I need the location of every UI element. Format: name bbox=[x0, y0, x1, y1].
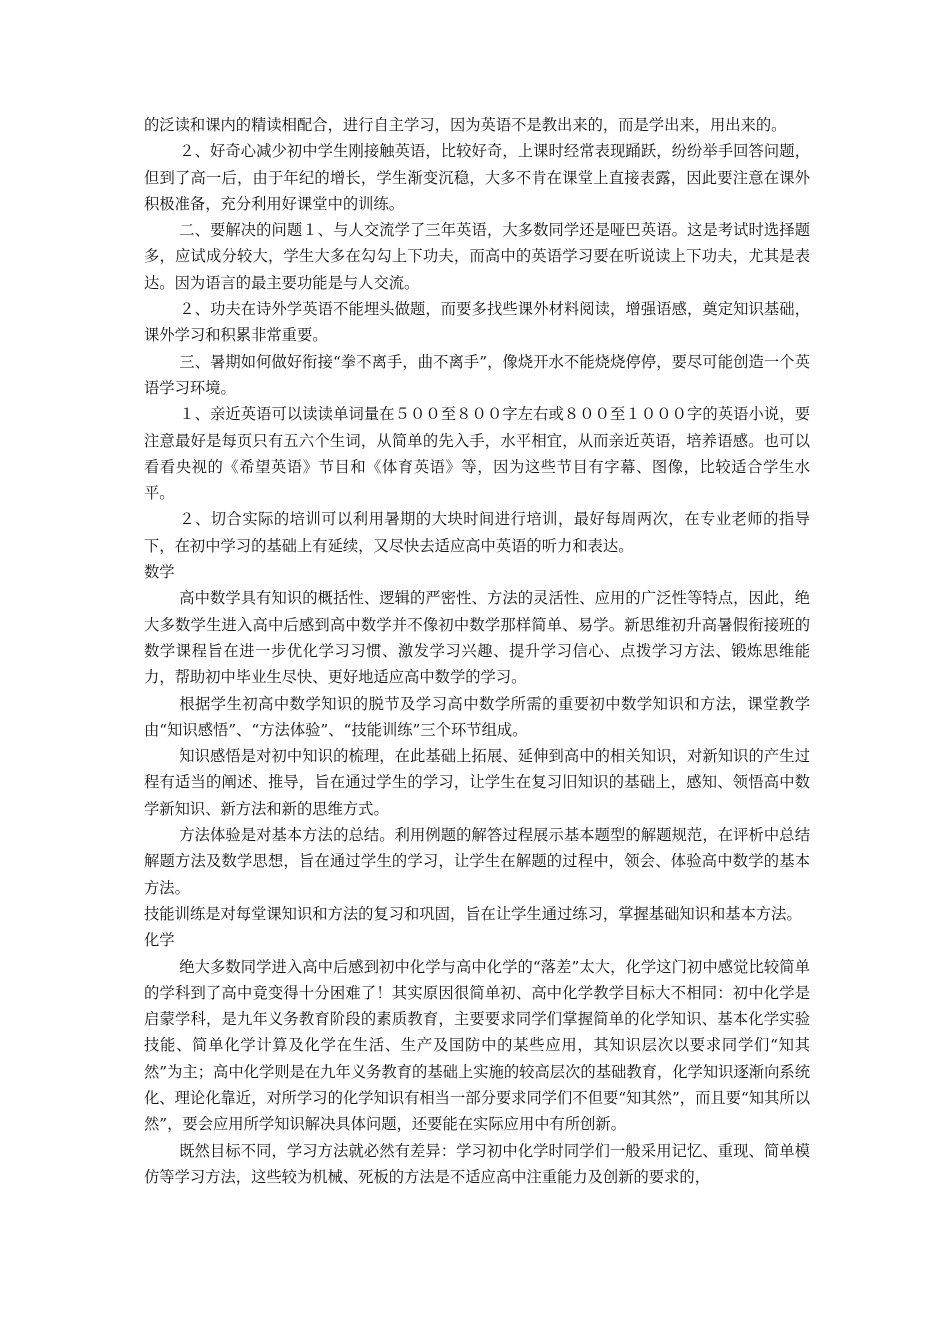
paragraph-chemistry-method: 既然目标不同，学习方法就必然有差异：学习初中化学时同学们一般采用记忆、重现、简单模仿等学习方法，这些较为机械、死板的方法是不适应高中注重能力及创新的要求的， bbox=[144, 1141, 810, 1186]
paragraph-english-summer: 三、暑期如何做好衔接“拳不离手，曲不离手”，像烧开水不能烧烧停停，要尽可能创造一个英语学习环境。 bbox=[144, 352, 810, 397]
paragraph-chemistry-gap: 绝大多数同学进入高中后感到初中化学与高中化学的“落差”太大，化学这门初中感觉比较简单的学科到了高中竟变得十分困难了！其实原因很简单初、高中化学教学目标大不相同：初中化学是启蒙学科，是九年义务教育阶段的素质教育，主要要求同学们掌握简单的化学知识、基本化学实验技能、简单化学计算及化学在生活、生产及国防中的某些应用，其知识层次以要求同学们“知其然”为主；高中化学则是在九年义务教育的基础上实施的较高层次的基础教育，化学知识逐渐向系统化、理论化靠近，对所学习的化学知识有相当一部分要求同学们不但要“知其然”，而且要“知其所以然”，要会应用所学知识解决具体问题，还要能在实际应用中有所创新。 bbox=[144, 957, 810, 1134]
paragraph-english-reading: ２、功夫在诗外学英语不能埋头做题，而要多找些课外材料阅读，增强语感，奠定知识基础，课外学习和积累非常重要。 bbox=[144, 300, 810, 345]
paragraph-math-method: 方法体验是对基本方法的总结。利用例题的解答过程展示基本题型的解题规范，在评析中总结解题方法及数学思想，旨在通过学生的学习，让学生在解题的过程中，领会、体验高中数学的基本方法。 bbox=[144, 826, 810, 897]
paragraph-math-intro: 高中数学具有知识的概括性、逻辑的严密性、方法的灵活性、应用的广泛性等特点，因此，绝大多数学生进入高中后感到高中数学并不像初中数学那样简单、易学。新思维初升高暑假衔接班的数学课程旨在进一步优化学习习惯、激发学习兴趣、提升学习信心、点拨学习方法、锻炼思维能力，帮助初中毕业生尽快、更好地适应高中数学的学习。 bbox=[144, 589, 810, 687]
paragraph-english-problems: 二、要解决的问题１、与人交流学了三年英语，大多数同学还是哑巴英语。这是考试时选择题多，应试成分较大，学生大多在勾勾上下功夫，而高中的英语学习要在听说读上下功夫，尤其是表达。因为语言的最主要功能是与人交流。 bbox=[144, 221, 810, 292]
paragraph-english-curiosity: ２、好奇心减少初中学生刚接触英语，比较好奇，上课时经常表现踊跃，纷纷举手回答问题，但到了高一后，由于年纪的增长，学生渐变沉稳，大多不肯在课堂上直接表露，因此要注意在课外积极准备，充分利用好课堂中的训练。 bbox=[144, 142, 810, 213]
document-body bbox=[144, 112, 810, 1190]
paragraph-english-novels: １、亲近英语可以读读单词量在５００至８００字左右或８００至１０００字的英语小说，要注意最好是每页只有五六个生词，从简单的先入手，水平相宜，从而亲近英语，培养语感。也可以看看央视的《希望英语》节目和《体育英语》等，因为这些节目有字幕、图像，比较适合学生水平。 bbox=[144, 405, 810, 503]
paragraph-english-training: ２、切合实际的培训可以利用暑期的大块时间进行培训，最好每周两次，在专业老师的指导下，在初中学习的基础上有延续，又尽快去适应高中英语的听力和表达。 bbox=[144, 510, 810, 555]
paragraph-math-structure: 根据学生初高中数学知识的脱节及学习高中数学所需的重要初中数学知识和方法，课堂教学由“知识感悟”、“方法体验”、“技能训练”三个环节组成。 bbox=[144, 694, 810, 739]
section-heading-chemistry: 化学 bbox=[144, 931, 175, 950]
paragraph-math-knowledge: 知识感悟是对初中知识的梳理，在此基础上拓展、延伸到高中的相关知识，对新知识的产生过程有适当的阐述、推导，旨在通过学生的学习，让学生在复习旧知识的基础上，感知、领悟高中数学新知识、新方法和新的思维方式。 bbox=[144, 747, 810, 818]
section-heading-math: 数学 bbox=[144, 563, 175, 582]
paragraph-english-continued: 的泛读和课内的精读相配合，进行自主学习，因为英语不是教出来的，而是学出来，用出来的。 bbox=[144, 116, 787, 134]
paragraph-math-skills: 技能训练是对每堂课知识和方法的复习和巩固，旨在让学生通过练习，掌握基础知识和基本方法。 bbox=[144, 904, 802, 923]
